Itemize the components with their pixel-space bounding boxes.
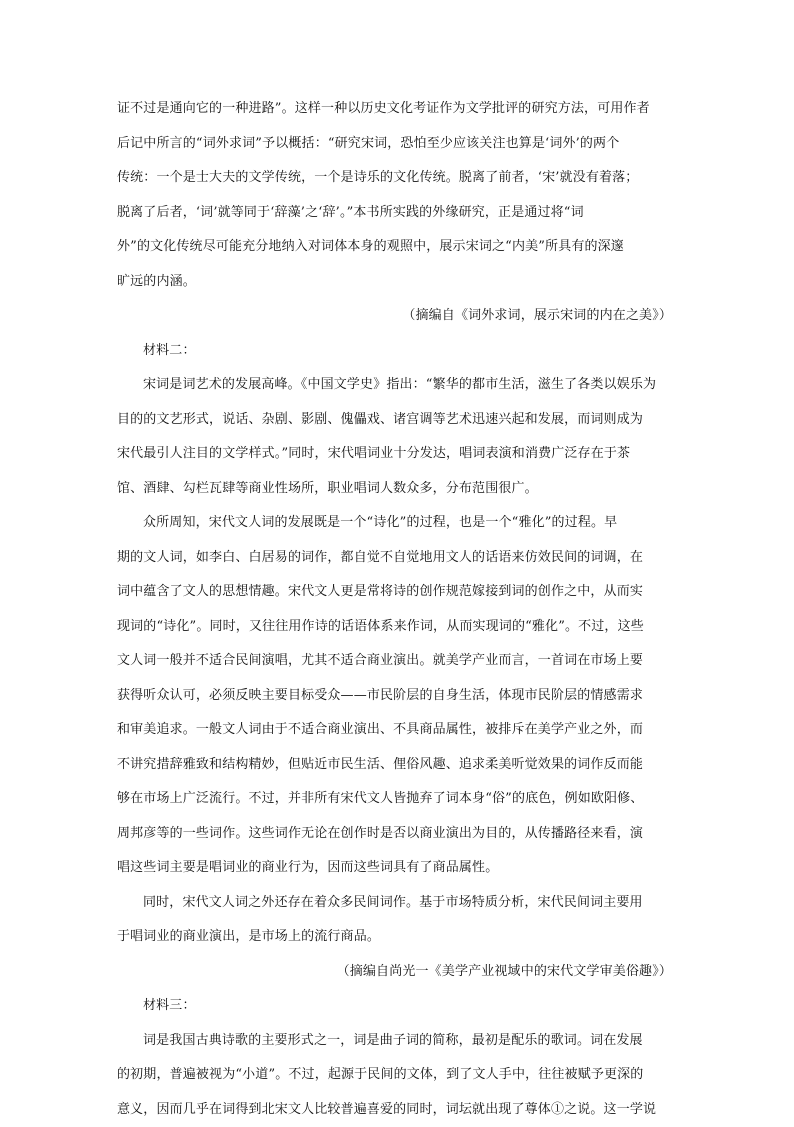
text-line: 唱这些词主要是唱词业的商业行为，因而这些词具有了商品属性。 — [117, 851, 680, 886]
paragraph-start-line: 词是我国古典诗歌的主要形式之一，词是曲子词的简称，最初是配乐的歌词。词在发展 — [117, 1024, 680, 1059]
text-line: 证不过是通向它的一种进路”。这样一种以历史文化考证作为文学批评的研究方法，可用作者 — [117, 92, 680, 127]
text-line: 的初期，普遍被视为“小道”。不过，起源于民间的文体，到了文人手中，往往被赋予更深的 — [117, 1058, 680, 1093]
section-label: 材料三： — [117, 989, 680, 1024]
paragraph-start-line: 宋词是词艺术的发展高峰。《中国文学史》指出：“繁华的都市生活，滋生了各类以娱乐为 — [117, 368, 680, 403]
text-line: 期的文人词，如李白、白居易的词作，都自觉不自觉地用文人的话语来仿效民间的词调，在 — [117, 541, 680, 576]
text-line: 周邦彦等的一些词作。这些词作无论在创作时是否以商业演出为目的，从传播路径来看，演 — [117, 817, 680, 852]
text-line: 文人词一般并不适合民间演唱，尤其不适合商业演出。就美学产业而言，一首词在市场上要 — [117, 644, 680, 679]
text-line: 不讲究措辞雅致和结构精妙，但贴近市民生活、俚俗风趣、追求柔美听觉效果的词作反而能 — [117, 748, 680, 783]
text-line: 脱离了后者，‘词’就等同于‘辞藻’之‘辞’。”本书所实践的外缘研究，正是通过将“词 — [117, 196, 680, 231]
paragraph-start-line: 众所周知，宋代文人词的发展既是一个“诗化”的过程，也是一个“雅化”的过程。早 — [117, 506, 680, 541]
text-line: 旷远的内涵。 — [117, 265, 680, 300]
text-line: 和审美追求。一般文人词由于不适合商业演出、不具商品属性，被排斥在美学产业之外，而 — [117, 713, 680, 748]
paragraph-start-line: 同时，宋代文人词之外还存在着众多民间词作。基于市场特质分析，宋代民间词主要用 — [117, 886, 680, 921]
document-body — [117, 92, 680, 1127]
source-citation: （摘编自《词外求词，展示宋词的内在之美》） — [117, 299, 680, 334]
text-line: 宋代最引人注目的文学样式。”同时，宋代唱词业十分发达，唱词表演和消费广泛存在于茶 — [117, 437, 680, 472]
text-line: 够在市场上广泛流行。不过，并非所有宋代文人皆抛弃了词本身“俗”的底色，例如欧阳修、 — [117, 782, 680, 817]
text-line: 目的的文艺形式，说话、杂剧、影剧、傀儡戏、诸宫调等艺术迅速兴起和发展，而词则成为 — [117, 403, 680, 438]
text-line: 词中蕴含了文人的思想情趣。宋代文人更是常将诗的创作规范嫁接到词的创作之中，从而实 — [117, 575, 680, 610]
text-line: 获得听众认可，必须反映主要目标受众——市民阶层的自身生活，体现市民阶层的情感需求 — [117, 679, 680, 714]
text-line: 意义，因而几乎在词得到北宋文人比较普遍喜爱的同时，词坛就出现了尊体①之说。这一学说 — [117, 1093, 680, 1127]
text-line: 传统：一个是士大夫的文学传统，一个是诗乐的文化传统。脱离了前者，‘宋’就没有着落； — [117, 161, 680, 196]
text-line: 外”的文化传统尽可能充分地纳入对词体本身的观照中，展示宋词之“内美”所具有的深邃 — [117, 230, 680, 265]
text-line: 于唱词业的商业演出，是市场上的流行商品。 — [117, 920, 680, 955]
text-line: 后记中所言的“词外求词”予以概括：“研究宋词，恐怕至少应该关注也算是‘词外’的两个 — [117, 127, 680, 162]
text-line: 现词的“诗化”。同时，又往往用作诗的话语体系来作词，从而实现词的“雅化”。不过，这些 — [117, 610, 680, 645]
source-citation: （摘编自尚光一《美学产业视域中的宋代文学审美俗趣》） — [117, 955, 680, 990]
section-label: 材料二： — [117, 334, 680, 369]
text-line: 馆、酒肆、勾栏瓦肆等商业性场所，职业唱词人数众多，分布范围很广。 — [117, 472, 680, 507]
